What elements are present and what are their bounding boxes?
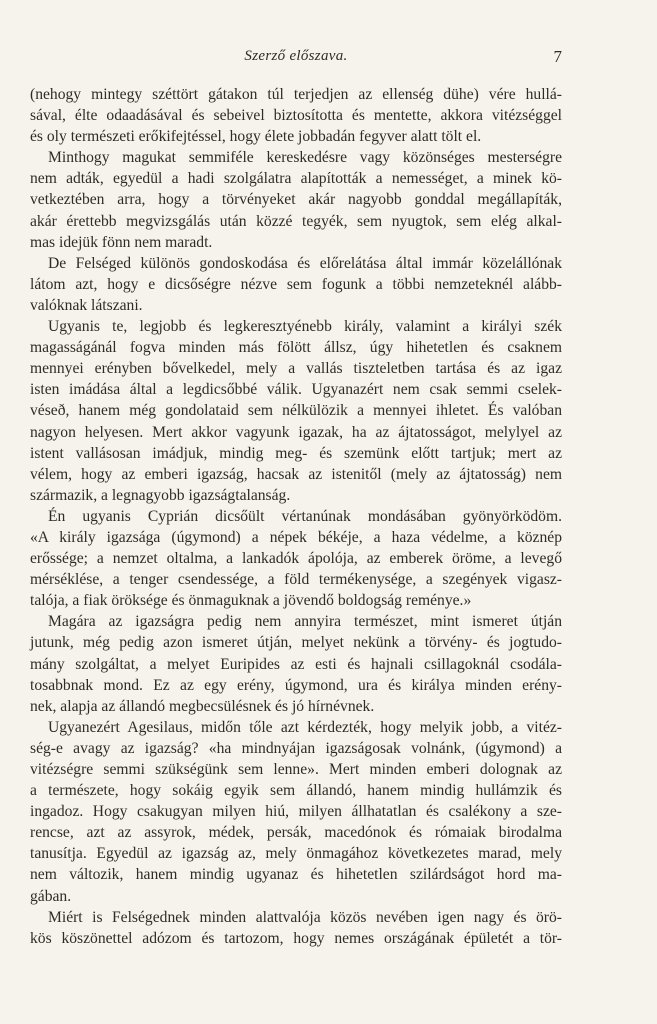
text-line: és oly természeti erőkifejtéssel, hogy élete jobbadán fegyver alatt tölt el. — [30, 128, 482, 146]
text-line: vélem, hogy az emberi igazság, hacsak az istenitől (mely az ájtatosság) nem — [30, 465, 562, 483]
text-line: «A király igazsága (úgymond) a népek békéje, a haza védelme, a köznép — [30, 528, 562, 546]
text-line: látom azt, hogy e dicsőségre nézve sem fogunk a többi nemzeteknél alább- — [30, 275, 562, 293]
text-line: a természete, hogy sokáig egyik sem állandó, hanem mindig hullámzik és — [30, 782, 562, 800]
text-line: mas idejük fönn nem maradt. — [30, 233, 213, 251]
text-line: mennyei erényben bővelkedel, mely a vallás tiszteletben tartása és az igaz — [30, 360, 562, 378]
text-line: tanusítja. Egyedül az igazság az, mely önmagához következetes marad, mely — [30, 845, 562, 863]
text-line: Minthogy magukat semmiféle kereskedésre vagy közönséges mesterségre — [48, 149, 562, 167]
text-line: Ugyanezért Agesilaus, midőn tőle azt kérdezték, hogy melyik jobb, a vitéz- — [48, 718, 562, 736]
text-line: vetkeztében arra, hogy a törvényeket akár nagyobb gonddal megállapíták, — [30, 191, 562, 209]
text-line: tosabbnak mond. Ez az egy erény, úgymond, ura és királya minden erény- — [30, 676, 562, 694]
text-line: nem változik, hanem mindig ugyanaz és hihetetlen szilárdságot hord ma- — [30, 866, 562, 884]
text-line: isten imádása által a legdicsőbbé válik. Ugyanazért nem csak semmi cselek- — [30, 381, 562, 399]
body-text — [30, 84, 562, 949]
text-line: erőssége; a nemzet oltalma, a lankadók ápolója, az emberek öröme, a levegő — [30, 550, 562, 568]
text-line: magasságánál fogva minden más fölött állsz, úgy hihetetlen és csaknem — [30, 339, 562, 357]
text-line: gában. — [30, 887, 72, 905]
text-line: (nehogy mintegy széttört gátakon túl terjedjen az ellenség dühe) vére hullá- — [30, 86, 562, 103]
text-line: sával, élte odaadásával és sebeivel biztosította és mentette, akkora vitézséggel — [30, 107, 562, 125]
text-line: nek, alapja az állandó megbecsülésnek és jó hírnévnek. — [30, 697, 375, 715]
text-line: talója, a fiak öröksége és önmaguknak a jövendő boldogság reménye.» — [30, 592, 472, 610]
page-header — [30, 48, 562, 68]
text-line: istent vallásosan imádjuk, mindig meg- és szemünk előtt tartjuk; mert az — [30, 444, 562, 462]
text-line: jutunk, még pedig azon ismeret útján, melyet nekünk a törvény- és jogtudo- — [30, 634, 562, 652]
text-line: származik, a legnagyobb igazságtalanság. — [30, 486, 291, 504]
text-line: Magára az igazságra pedig nem annyira természet, mint ismeret útján — [48, 613, 562, 631]
text-line: Miért is Felségednek minden alattvalója közös nevében igen nagy és örö- — [48, 908, 562, 926]
text-line: ingadoz. Hogy csakugyan milyen hiú, milyen állhatatlan és csalékony a sze- — [30, 803, 562, 821]
running-head: Szerző előszava. — [244, 48, 348, 64]
text-line: vitézségre semmi szükségünk sem lenne». Mert minden emberi dolognak az — [30, 761, 562, 778]
text-line: valóknak látszani. — [30, 296, 143, 314]
text-line: De Felséged különös gondoskodása és előrelátása által immár közelállónak — [48, 254, 562, 272]
text-line: Én ugyanis Cyprián dicsőült vértanúnak mondásában gyönyörködöm. — [48, 507, 562, 525]
text-line: akár érettebb megvizsgálás után közzé tegyék, sem nyugtok, sem elég alkal- — [30, 212, 562, 230]
page-number: 7 — [553, 47, 562, 66]
text-line: nem adták, egyedül a hadi szolgálatra alapították a nemességet, a minek kö- — [30, 170, 562, 188]
text-line: mérséklése, a tenger csendessége, a föld termékenysége, a szegények vigasz- — [30, 571, 562, 589]
text-line: Ugyanis te, legjobb és legkeresztyénebb király, valamint a királyi szék — [48, 318, 562, 336]
text-line: kös köszönettel adózom és tartozom, hogy nemes országának épületét a tör- — [30, 929, 562, 947]
text-line: rencse, azt az assyrok, médek, persák, macedónok és rómaiak birodalma — [30, 824, 562, 842]
text-line: mány szolgáltat, a melyet Euripides az esti és hajnali csillagoknál csodála- — [30, 655, 562, 673]
text-line: ség-e avagy az igazság? «ha mindnyájan igazságosak volnánk, (úgymond) a — [30, 739, 562, 757]
text-line: nagyon helyesen. Mert akkor vagyunk igazak, ha az ájtatosságot, melylyel az — [30, 423, 562, 441]
text-line: véseð, hanem még gondolataid sem nélkülözik a mennyei ihletet. És valóban — [30, 402, 562, 420]
